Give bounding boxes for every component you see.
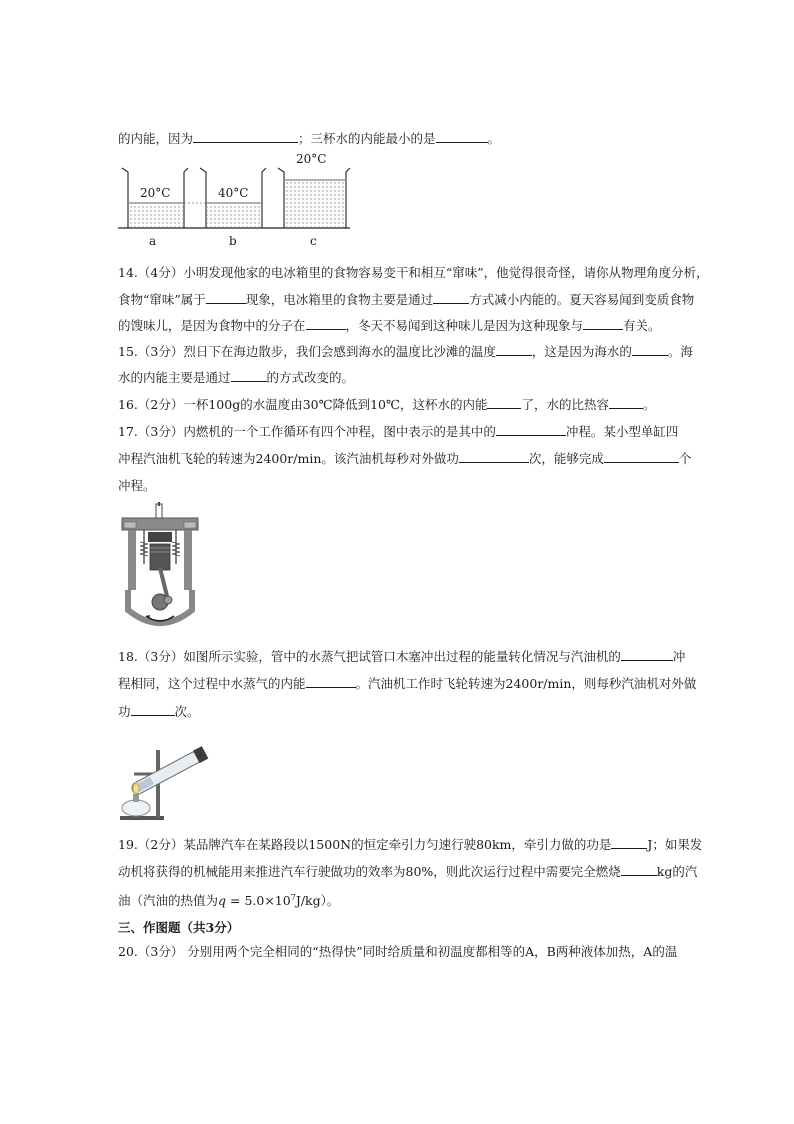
q18-text-b: 冲 <box>672 649 686 664</box>
q15-line1 <box>118 342 693 360</box>
beaker-a-temp: 20°C <box>140 186 171 200</box>
q19-line2 <box>118 862 697 880</box>
q16-blank-2[interactable] <box>609 396 643 409</box>
q19-text-e: 油（汽油的热值为 <box>118 893 219 908</box>
q14-text-d: 的馊味儿，是因为食物中的分子在 <box>118 318 306 333</box>
beakers-figure <box>118 150 358 250</box>
q18-blank-2[interactable] <box>306 675 356 688</box>
q14-text-e: ，冬天不易闻到这种味儿是因为这种现象与 <box>345 318 584 333</box>
q14-text-a: 食物“窜味”属于 <box>118 292 206 307</box>
q13-text-a: 的内能，因为 <box>118 131 194 146</box>
q18-text-f: 次。 <box>174 704 200 719</box>
q17-text-c: 冲程汽油机飞轮的转速为2400r/min。该汽油机每秒对外做功 <box>118 451 459 466</box>
q18-blank-1[interactable] <box>621 648 673 661</box>
q14-line3 <box>118 316 661 334</box>
q15-text-b: ，这是因为海水的 <box>531 344 632 359</box>
q14-line1: 14.（4分）小明发现他家的电冰箱里的食物容易变干和相互“窜味”，他觉得很奇怪，请你从物理角度分析， <box>118 265 709 280</box>
q15-blank-3[interactable] <box>231 369 267 382</box>
q19-blank-1[interactable] <box>611 836 647 849</box>
q16-text-c: 。 <box>643 397 656 412</box>
beaker-b-temp: 40°C <box>218 186 249 200</box>
q17-text-d: 次，能够完成 <box>528 451 604 466</box>
q18-text-d: 。汽油机工作时飞轮转速为2400r/min，则每秒汽油机对外做 <box>355 676 697 691</box>
q18-line2 <box>118 674 696 692</box>
engine-figure <box>120 502 200 632</box>
beaker-a-label: a <box>149 234 157 248</box>
q14-text-f: 有关。 <box>623 318 661 333</box>
q14-blank-4[interactable] <box>583 317 623 330</box>
q15-line2 <box>118 368 354 386</box>
q14-line2 <box>118 290 694 308</box>
q17-text-b: 冲程。某小型单缸四 <box>565 424 679 439</box>
q19-blank-2[interactable] <box>621 863 657 876</box>
q19-text-d: kg的汽 <box>656 864 698 879</box>
q19-unit: J/kg <box>295 893 321 908</box>
q19-q-symbol: q <box>218 893 227 908</box>
q18-text-a: 18.（3分）如图所示实验，管中的水蒸气把试管口木塞冲出过程的能量转化情况与汽油机的 <box>118 649 621 664</box>
q13-text-c: 。 <box>487 131 501 146</box>
q17-line1 <box>118 422 678 440</box>
q18-text-c: 程相同，这个过程中水蒸气的内能 <box>118 676 306 691</box>
q18-text-e: 功 <box>118 704 131 719</box>
q19-text-f: ）。 <box>320 893 340 908</box>
q19-text-c: 动机将获得的机械能用来推进汽车行驶做功的效率为80%，则此次运行过程中需要完全燃烧 <box>118 864 621 879</box>
q17-text-e: 个 <box>678 451 692 466</box>
q18-blank-3[interactable] <box>131 703 175 716</box>
q16-line1 <box>118 395 656 413</box>
q20-line1: 20.（3分） 分别用两个完全相同的“热得快”同时给质量和初温度都相等的A，B两种液体加热，A的温 <box>118 944 678 959</box>
q13-line1 <box>118 129 500 147</box>
beaker-c-temp: 20°C <box>296 152 327 166</box>
q15-text-c: 。海 <box>667 344 693 359</box>
q19-text-a: 19.（2分）某品牌汽车在某路段以1500N的恒定牵引力匀速行驶80km，牵引力做的功是 <box>118 837 612 852</box>
q18-line1 <box>118 647 685 665</box>
beaker-c-label: c <box>310 234 317 248</box>
engine-diagram <box>120 502 200 632</box>
q15-text-a: 15.（3分）烈日下在海边散步，我们会感到海水的温度比沙滩的温度 <box>118 344 496 359</box>
q19-exponent: 7 <box>290 892 296 902</box>
q17-text-a: 17.（3分）内燃机的一个工作循环有四个冲程，图中表示的是其中的 <box>118 424 496 439</box>
q15-blank-2[interactable] <box>632 343 668 356</box>
q14-blank-3[interactable] <box>306 317 346 330</box>
q13-blank-1[interactable] <box>193 130 298 143</box>
q17-blank-1[interactable] <box>496 423 566 436</box>
q17-line3: 冲程。 <box>118 478 156 493</box>
q19-value: = 5.0×10 <box>226 893 291 908</box>
q14-blank-1[interactable] <box>206 291 246 304</box>
q14-text-c: 方式减小内能的。夏天容易闻到变质食物 <box>469 292 695 307</box>
section-3-title: 三、作图题（共3分） <box>118 920 240 935</box>
q17-line2 <box>118 449 691 467</box>
q19-text-b: J；如果发 <box>647 837 703 852</box>
q16-blank-1[interactable] <box>487 396 521 409</box>
q13-blank-2[interactable] <box>436 130 488 143</box>
q19-line3 <box>118 891 339 909</box>
q13-text-b: ；三杯水的内能最小的是 <box>298 131 436 146</box>
q18-line3 <box>118 702 200 720</box>
test-tube-diagram <box>118 732 218 822</box>
q16-text-b: 了，水的比热容 <box>521 397 609 412</box>
q14-blank-2[interactable] <box>433 291 469 304</box>
q16-text-a: 16.（2分）一杯100g的水温度由30℃降低到10℃，这杯水的内能 <box>118 397 488 412</box>
q15-blank-1[interactable] <box>496 343 532 356</box>
q17-blank-3[interactable] <box>604 450 679 463</box>
beaker-b-label: b <box>229 234 237 248</box>
q15-text-d: 水的内能主要是通过 <box>118 370 231 385</box>
test-tube-figure <box>118 732 218 822</box>
q14-text-b: 现象，电冰箱里的食物主要是通过 <box>245 292 434 307</box>
q17-blank-2[interactable] <box>459 450 529 463</box>
q19-line1 <box>118 835 702 853</box>
q15-text-e: 的方式改变的。 <box>266 370 355 385</box>
